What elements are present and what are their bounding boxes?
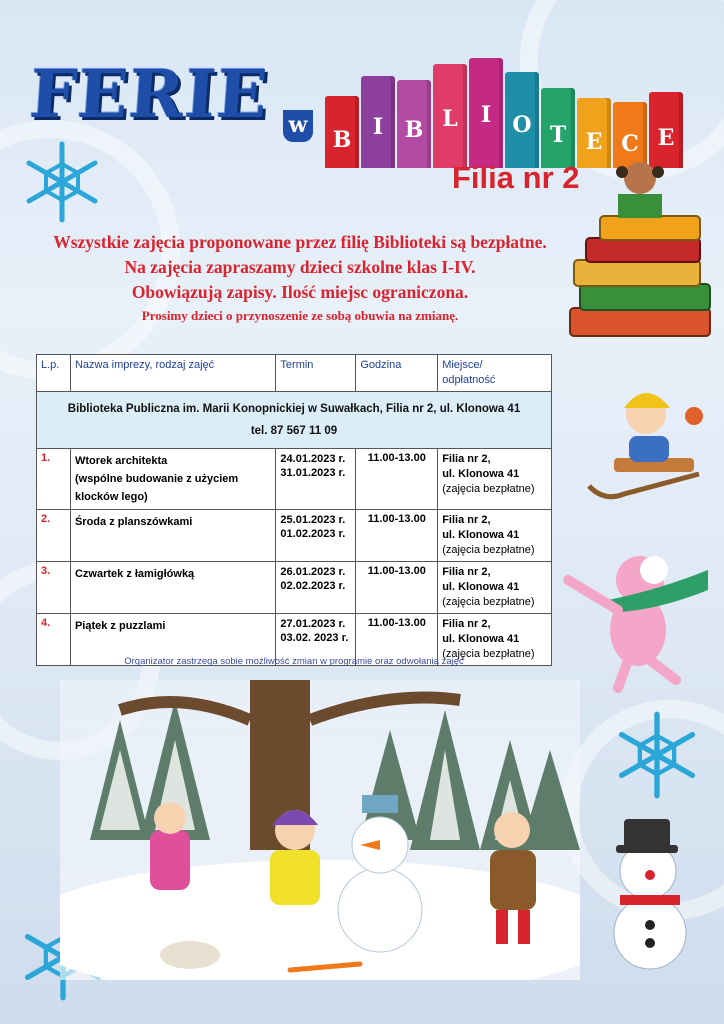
header-place-line2: odpłatność bbox=[442, 374, 496, 386]
event-place bbox=[438, 562, 552, 614]
title-books bbox=[325, 48, 685, 168]
intro-line-registration: Obowiązują zapisy. Ilość miejsc ograniczona. bbox=[131, 282, 469, 302]
header-place-line1: Miejsce/ bbox=[442, 359, 483, 371]
title-book-letter-text: B bbox=[332, 127, 352, 154]
header-lp: L.p. bbox=[37, 355, 71, 392]
table-row bbox=[37, 562, 552, 614]
title-ferie: FERIE bbox=[27, 55, 271, 133]
place-fee: (zajęcia bezpłatne) bbox=[442, 483, 535, 495]
event-dates bbox=[276, 510, 356, 562]
row-number: 4. bbox=[37, 614, 71, 666]
place-line-2: ul. Klonowa 41 bbox=[442, 633, 520, 645]
place-line-1: Filia nr 2, bbox=[442, 453, 491, 465]
place-line-1: Filia nr 2, bbox=[442, 566, 491, 578]
event-place bbox=[438, 510, 552, 562]
snowman-illustration bbox=[590, 815, 710, 975]
event-name bbox=[70, 449, 275, 510]
title-connector: w bbox=[283, 110, 313, 142]
title-book-letter-text: B bbox=[404, 116, 424, 143]
girl-reading-on-books-illustration bbox=[560, 158, 720, 358]
library-name: Biblioteka Publiczna im. Marii Konopnickiej w Suwałkach, Filia nr 2, ul. Klonowa 41 bbox=[67, 403, 521, 415]
intro-line-shoes: Prosimy dzieci o przynoszenie ze sobą obuwia na zmianę. bbox=[141, 308, 459, 323]
branch-title: Filia nr 2 bbox=[452, 160, 580, 195]
event-date-1: 24.01.2023 r. bbox=[280, 453, 346, 465]
header-date: Termin bbox=[276, 355, 356, 392]
title-book-letter-text: L bbox=[442, 106, 458, 133]
title-book-letter-text: E bbox=[585, 128, 603, 155]
header-place bbox=[438, 355, 552, 392]
winter-scene-illustration bbox=[60, 680, 580, 980]
event-hour: 11.00-13.00 bbox=[356, 614, 438, 666]
event-title: Wtorek architekta bbox=[74, 455, 168, 467]
library-info-row bbox=[37, 392, 552, 449]
title-book-letter bbox=[361, 76, 395, 168]
event-name bbox=[70, 562, 275, 614]
table-row bbox=[37, 510, 552, 562]
organizer-note: Organizator zastrzega sobie możliwość zmian w programie oraz odwołania zajęć bbox=[124, 656, 464, 667]
title-book-letter bbox=[325, 96, 359, 168]
table-header-row bbox=[37, 355, 552, 392]
event-hour: 11.00-13.00 bbox=[356, 449, 438, 510]
title-book-letter bbox=[469, 58, 503, 168]
title-book-letter-text: C bbox=[621, 131, 639, 158]
title-book-letter-text: O bbox=[512, 111, 532, 138]
title-book-letter-text: T bbox=[549, 122, 567, 149]
child-on-sled-illustration bbox=[584, 378, 714, 508]
title-book-letter-text: E bbox=[657, 124, 675, 151]
place-line-2: ul. Klonowa 41 bbox=[442, 529, 520, 541]
library-phone: tel. 87 567 11 09 bbox=[250, 425, 338, 437]
event-date-2: 03.02. 2023 r. bbox=[280, 632, 349, 644]
event-date-2: 02.02.2023 r. bbox=[280, 580, 346, 592]
title-book-letter bbox=[397, 80, 431, 168]
title-book-letter bbox=[505, 72, 539, 168]
header-name: Nazwa imprezy, rodzaj zajęć bbox=[70, 355, 275, 392]
table-row bbox=[37, 449, 552, 510]
snowflake-icon bbox=[20, 140, 104, 224]
place-line-1: Filia nr 2, bbox=[442, 618, 491, 630]
title-book-letter-text: I bbox=[372, 114, 384, 141]
event-date-2: 01.02.2023 r. bbox=[280, 528, 346, 540]
place-fee: (zajęcia bezpłatne) bbox=[442, 544, 535, 556]
schedule-table bbox=[36, 354, 552, 666]
place-line-1: Filia nr 2, bbox=[442, 514, 491, 526]
intro-line-invite: Na zajęcia zapraszamy dzieci szkolne klas I-IV. bbox=[124, 257, 476, 277]
event-title: Piątek z puzzlami bbox=[74, 620, 166, 632]
intro-line-free: Wszystkie zajęcia proponowane przez filię Biblioteki są bezpłatne. bbox=[53, 232, 547, 252]
event-date-2: 31.01.2023 r. bbox=[280, 467, 346, 479]
intro-text bbox=[20, 230, 580, 327]
event-dates bbox=[276, 562, 356, 614]
title-book-letter bbox=[649, 92, 683, 168]
place-fee: (zajęcia bezpłatne) bbox=[442, 648, 535, 660]
event-name bbox=[70, 510, 275, 562]
library-info-cell bbox=[37, 392, 552, 449]
event-title: Czwartek z łamigłówką bbox=[74, 568, 195, 580]
event-date-1: 26.01.2023 r. bbox=[280, 566, 346, 578]
row-number: 2. bbox=[37, 510, 71, 562]
title-book-letter-text: I bbox=[480, 102, 492, 129]
title-book-letter bbox=[433, 64, 467, 168]
event-hour: 11.00-13.00 bbox=[356, 510, 438, 562]
place-line-2: ul. Klonowa 41 bbox=[442, 468, 520, 480]
event-description: (wspólne budowanie z użyciem klocków lego) bbox=[74, 473, 239, 503]
place-fee: (zajęcia bezpłatne) bbox=[442, 596, 535, 608]
title-book-letter bbox=[541, 88, 575, 168]
row-number: 1. bbox=[37, 449, 71, 510]
place-line-2: ul. Klonowa 41 bbox=[442, 581, 520, 593]
event-date-1: 25.01.2023 r. bbox=[280, 514, 346, 526]
event-date-1: 27.01.2023 r. bbox=[280, 618, 346, 630]
snowflake-icon bbox=[612, 710, 702, 800]
header-hour: Godzina bbox=[356, 355, 438, 392]
event-place bbox=[438, 449, 552, 510]
row-number: 3. bbox=[37, 562, 71, 614]
event-hour: 11.00-13.00 bbox=[356, 562, 438, 614]
event-dates bbox=[276, 449, 356, 510]
piglet-skating-illustration bbox=[558, 530, 724, 700]
event-title: Środa z planszówkami bbox=[74, 516, 193, 528]
